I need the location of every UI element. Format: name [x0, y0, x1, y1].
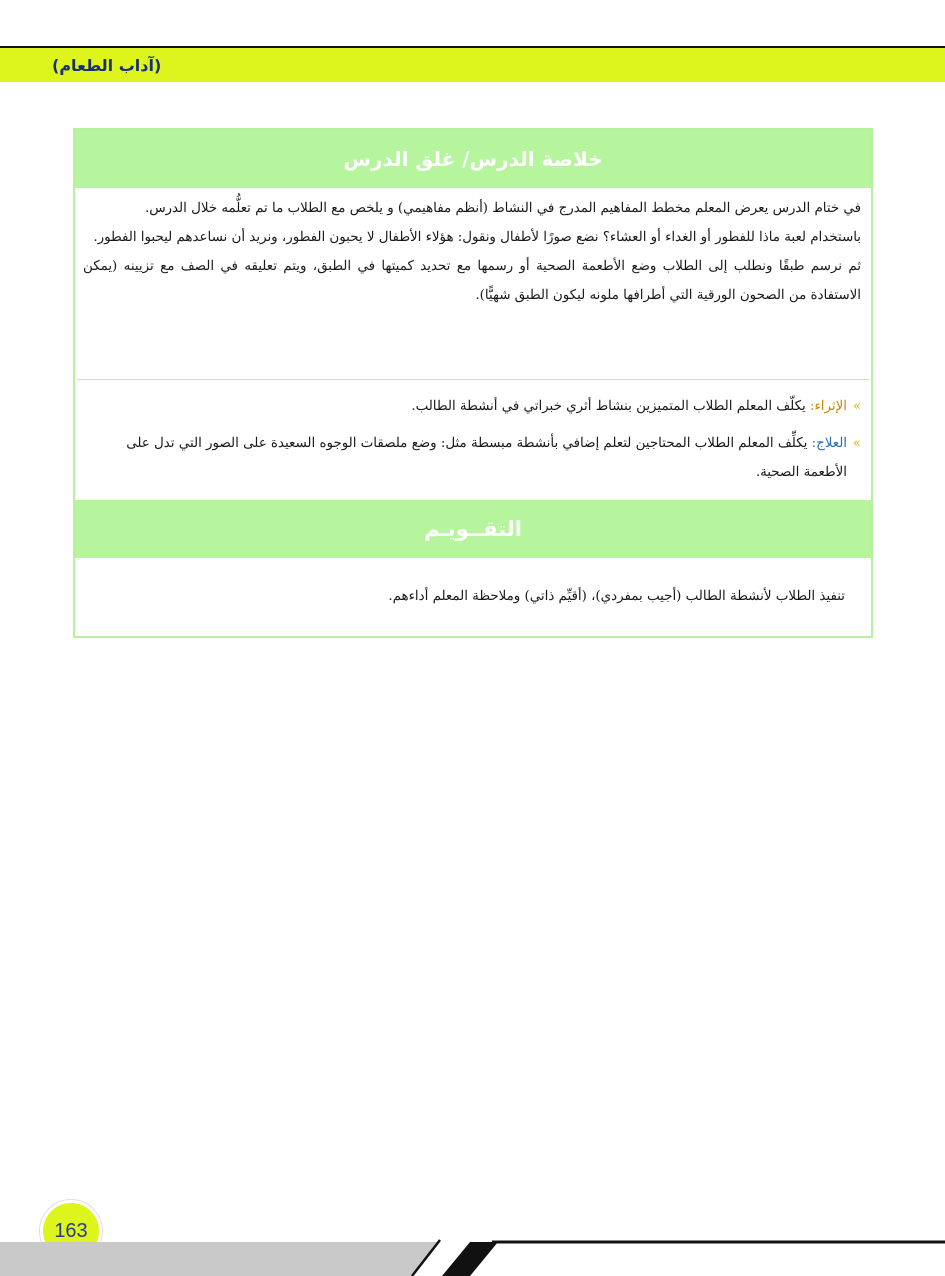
- footer-black-stripe: [442, 1242, 498, 1276]
- enrichment-label: الإثراء:: [809, 399, 847, 414]
- differentiation-section: [77, 382, 869, 498]
- remedy-item: [83, 429, 861, 487]
- summary-heading: خلاصة الدرس/ غلق الدرس: [75, 130, 871, 188]
- bullet-icon: »: [853, 436, 861, 451]
- summary-paragraph-1: في ختام الدرس يعرض المعلم مخطط المفاهيم المدرج في النشاط (أنظم مفاهيمي) و يلخص مع الطلاب ما تم تعلُّمه خلال الدرس.: [144, 201, 861, 216]
- enrichment-text: يكلّف المعلم الطلاب المتميزين بنشاط أثري خبراتي في أنشطة الطالب.: [411, 399, 806, 414]
- bullet-icon: »: [853, 399, 861, 414]
- evaluation-text: تنفيذ الطلاب لأنشطة الطالب (أجيب بمفردي)، (أقيِّم ذاتي) وملاحظة المعلم أداءهم.: [388, 589, 845, 604]
- lesson-card: [73, 128, 873, 638]
- remedy-text: يكلِّف المعلم الطلاب المحتاجين لتعلم إضافي بأنشطة مبسطة مثل: وضع ملصقات الوجوه السعيدة على الصور التي تدل على الأطعمة الصحية.: [126, 436, 847, 480]
- summary-paragraph-3: ثم نرسم طبقًا ونطلب إلى الطلاب وضع الأطعمة الصحية أو رسمها مع تحديد كميتها في الطبق، ويتم تعليقه في الصف مع تزيينه (يمكن الاستفادة من الصحون الورقية التي أطرافها ملونه ليكون الطبق شهيًّا).: [83, 259, 861, 303]
- evaluation-section: [77, 560, 869, 634]
- page-number: 163: [54, 1219, 88, 1242]
- footer-decoration: [0, 1236, 945, 1276]
- enrichment-item: [83, 392, 861, 421]
- summary-paragraph-2: باستخدام لعبة ماذا للفطور أو الغداء أو العشاء؟ نضع صورًا لأطفال ونقول: هؤلاء الأطفال لا يحبون الفطور، ونريد أن نساعدهم ليحبوا الفطور.: [93, 230, 861, 245]
- remedy-label: العلاج:: [811, 436, 847, 451]
- footer-gray-bar: [0, 1242, 438, 1276]
- summary-section: [77, 190, 869, 380]
- chapter-title: (آداب الطعام): [52, 56, 162, 75]
- evaluation-heading: التقــويـم: [75, 500, 871, 558]
